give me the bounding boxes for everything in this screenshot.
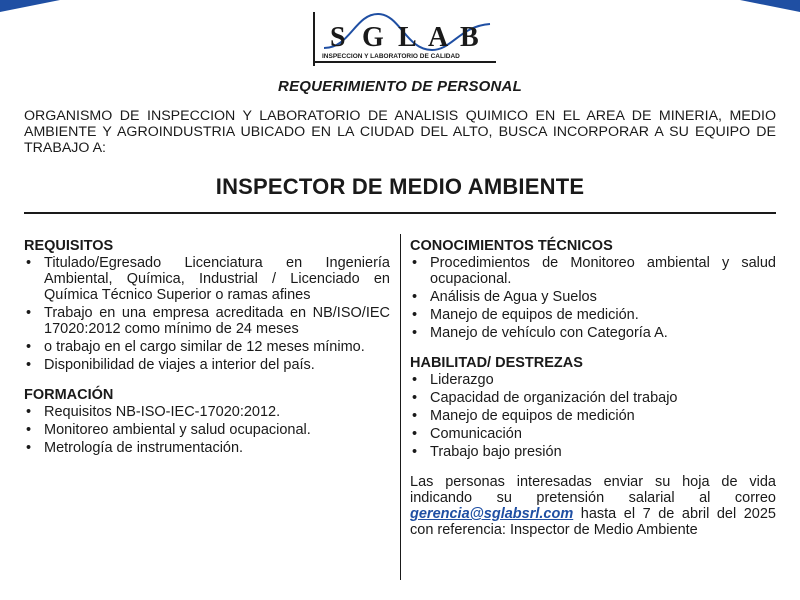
logo-letter: B [460,22,479,53]
formacion-list [24,404,390,456]
requisitos-list [24,255,390,373]
left-column [24,238,390,458]
intro-paragraph: ORGANISMO DE INSPECCION Y LABORATORIO DE ANALISIS QUIMICO EN EL AREA DE MINERIA, MEDIO AMBIENTE Y AGROINDUSTRIA UBICADO EN LA CIUDAD DEL ALTO, BUSCA INCORPORAR A SU EQUIPO DE TRABAJO A: [24,108,776,156]
contact-text-after: hasta el 7 de abril del 2025 con referencia: Inspector de Medio Ambiente [410,506,776,538]
requisitos-heading: REQUISITOS [24,238,114,254]
list-item: • Monitoreo ambiental y salud ocupacional. [44,422,390,438]
logo-letter: G [362,22,384,53]
logo-letter: A [428,22,449,53]
list-item: • Análisis de Agua y Suelos [430,289,776,305]
list-item: • Requisitos NB-ISO-IEC-17020:2012. [44,404,390,420]
corner-decoration-right [740,0,800,12]
conocimientos-heading: CONOCIMIENTOS TÉCNICOS [410,238,613,254]
list-item: • Liderazgo [430,372,776,388]
formacion-heading: FORMACIÓN [24,387,114,403]
habilidades-list [410,372,776,460]
contact-paragraph [410,474,776,538]
list-item: • Disponibilidad de viajes a interior del país. [44,357,390,373]
corner-decoration-left [0,0,60,12]
conocimientos-list [410,255,776,341]
list-item: • Manejo de vehículo con Categoría A. [430,325,776,341]
list-item: • Procedimientos de Monitoreo ambiental y salud ocupacional. [430,255,776,287]
list-item: • Manejo de equipos de medición. [430,307,776,323]
list-item: • Metrología de instrumentación. [44,440,390,456]
list-item: • Capacidad de organización del trabajo [430,390,776,406]
logo-letter: S [330,22,346,53]
contact-text-before: Las personas interesadas enviar su hoja de vida indicando su pretensión salarial al correo [410,474,776,506]
logo-letter: L [398,22,417,53]
right-column [410,238,776,538]
list-item: • Trabajo en una empresa acreditada en NB/ISO/IEC 17020:2012 como mínimo de 24 meses [44,305,390,337]
list-item: • Trabajo bajo presión [430,444,776,460]
sglab-logo [300,6,500,72]
list-item: • Titulado/Egresado Licenciatura en Ingeniería Ambiental, Química, Industrial / Licenciado en Química Técnico Superior o ramas afines [44,255,390,303]
list-item: • Comunicación [430,426,776,442]
position-title: INSPECTOR DE MEDIO AMBIENTE [215,174,585,199]
list-item: • o trabajo en el cargo similar de 12 meses mínimo. [44,339,390,355]
logo-subtitle: INSPECCION Y LABORATORIO DE CALIDAD [322,53,460,60]
title-divider [24,212,776,214]
habilidades-heading: HABILITAD/ DESTREZAS [410,355,583,371]
contact-email-link[interactable]: gerencia@sglabsrl.com [410,506,574,522]
document-subtitle: REQUERIMIENTO DE PERSONAL [278,78,522,95]
column-divider [400,234,401,580]
list-item: • Manejo de equipos de medición [430,408,776,424]
